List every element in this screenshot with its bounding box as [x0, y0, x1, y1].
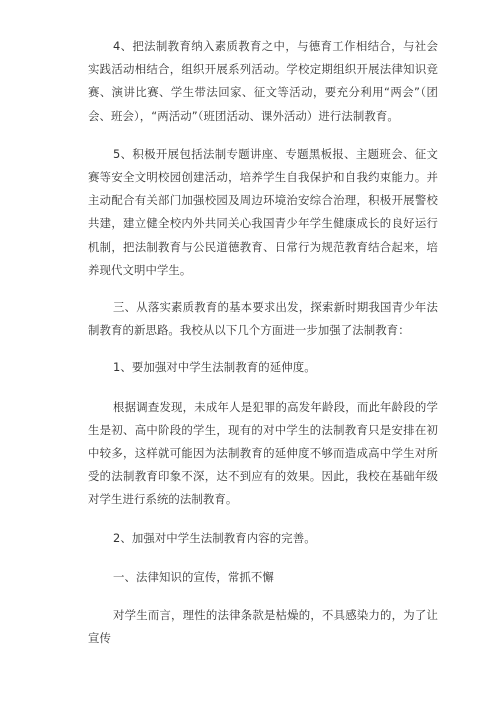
- paragraph-student-perspective: 对学生而言，理性的法律条款是枯燥的，不具感染力的，为了让宣传: [88, 608, 438, 646]
- paragraph-item-4: 4、把法制教育纳入素质教育之中，与德育工作相结合，与社会实践活动相结合，组织开展系列活动。学校定期组织开展法律知识竞赛、演讲比赛、学生带法回家、征文等活动，要充分利用“两会”（团会、班会），“两活动”（班团活动、课外活动）进行法制教育。: [88, 39, 438, 123]
- subheading-content-improvement: 2、加强对中学生法制教育内容的完善。: [113, 530, 316, 545]
- subheading-law-publicity: 一、法律知识的宣传，常抓不懈: [113, 569, 274, 584]
- paragraph-item-5: 5、积极开展包括法制专题讲座、专题黑板报、主题班会、征文赛等安全文明校园创建活动，培养学生自我保护和自我约束能力。并主动配合有关部门加强校园及周边环境治安综合治理，积极开展警校共建，建立健全校内外共同关心我国青少年学生健康成长的良好运行机制，把法制教育与公民道德教育、日常行为规范教育结合起来，培养现代文明中学生。: [88, 146, 438, 277]
- subheading-extension: 1、要加强对中学生法制教育的延伸度。: [113, 360, 316, 375]
- section-three-intro: 三、从落实素质教育的基本要求出发，探索新时期我国青少年法制教育的新思路。我校从以下几个方面进一步加强了法制教育：: [88, 300, 438, 338]
- paragraph-survey-findings: 根据调查发现，未成年人是犯罪的高发年龄段，而此年龄段的学生是初、高中阶段的学生，现有的对中学生的法制教育只是安排在初中较多，这样就可能因为法制教育的延伸度不够而造成高中学生对所受的法制教育印象不深，达不到应有的效果。因此，我校在基础年级对学生进行系统的法制教育。: [88, 399, 438, 507]
